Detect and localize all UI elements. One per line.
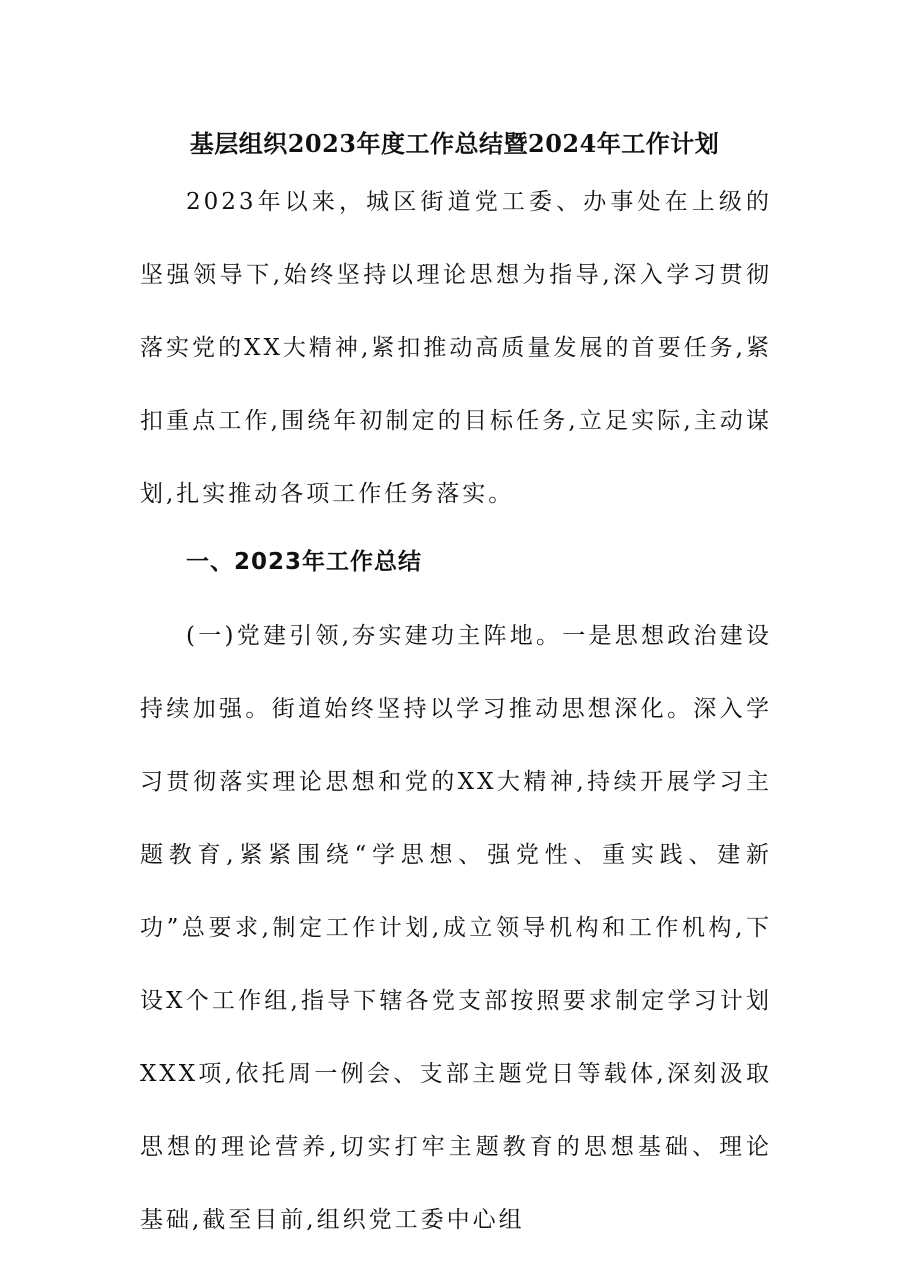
section-paragraph: (一)党建引领,夯实建功主阵地。一是思想政治建设持续加强。街道始终坚持以学习推动思想深化。深入学习贯彻落实理论思想和党的XX大精神,持续开展学习主题教育,紧紧围绕“学思想、强党性、重实践、建新功”总要求,制定工作计划,成立领导机构和工作机构,下设X个工作组,指导下辖各党支部按照要求制定学习计划XXX项,依托周一例会、支部主题党日等载体,深刻汲取思想的理论营养,切实打牢主题教育的思想基础、理论基础,截至目前,组织党工委中心组 (140, 623, 772, 1233)
section-heading: 一、2023年工作总结 (186, 549, 423, 575)
intro-paragraph: 2023年以来，城区街道党工委、办事处在上级的坚强领导下,始终坚持以理论思想为指导,深入学习贯彻落实党的XX大精神,紧扣推动高质量发展的首要任务,紧扣重点工作,围绕年初制定的目标任务,立足实际,主动谋划,扎实推动各项工作任务落实。 (140, 189, 772, 507)
document-title: 基层组织2023年度工作总结暨2024年工作计划 (189, 129, 720, 158)
